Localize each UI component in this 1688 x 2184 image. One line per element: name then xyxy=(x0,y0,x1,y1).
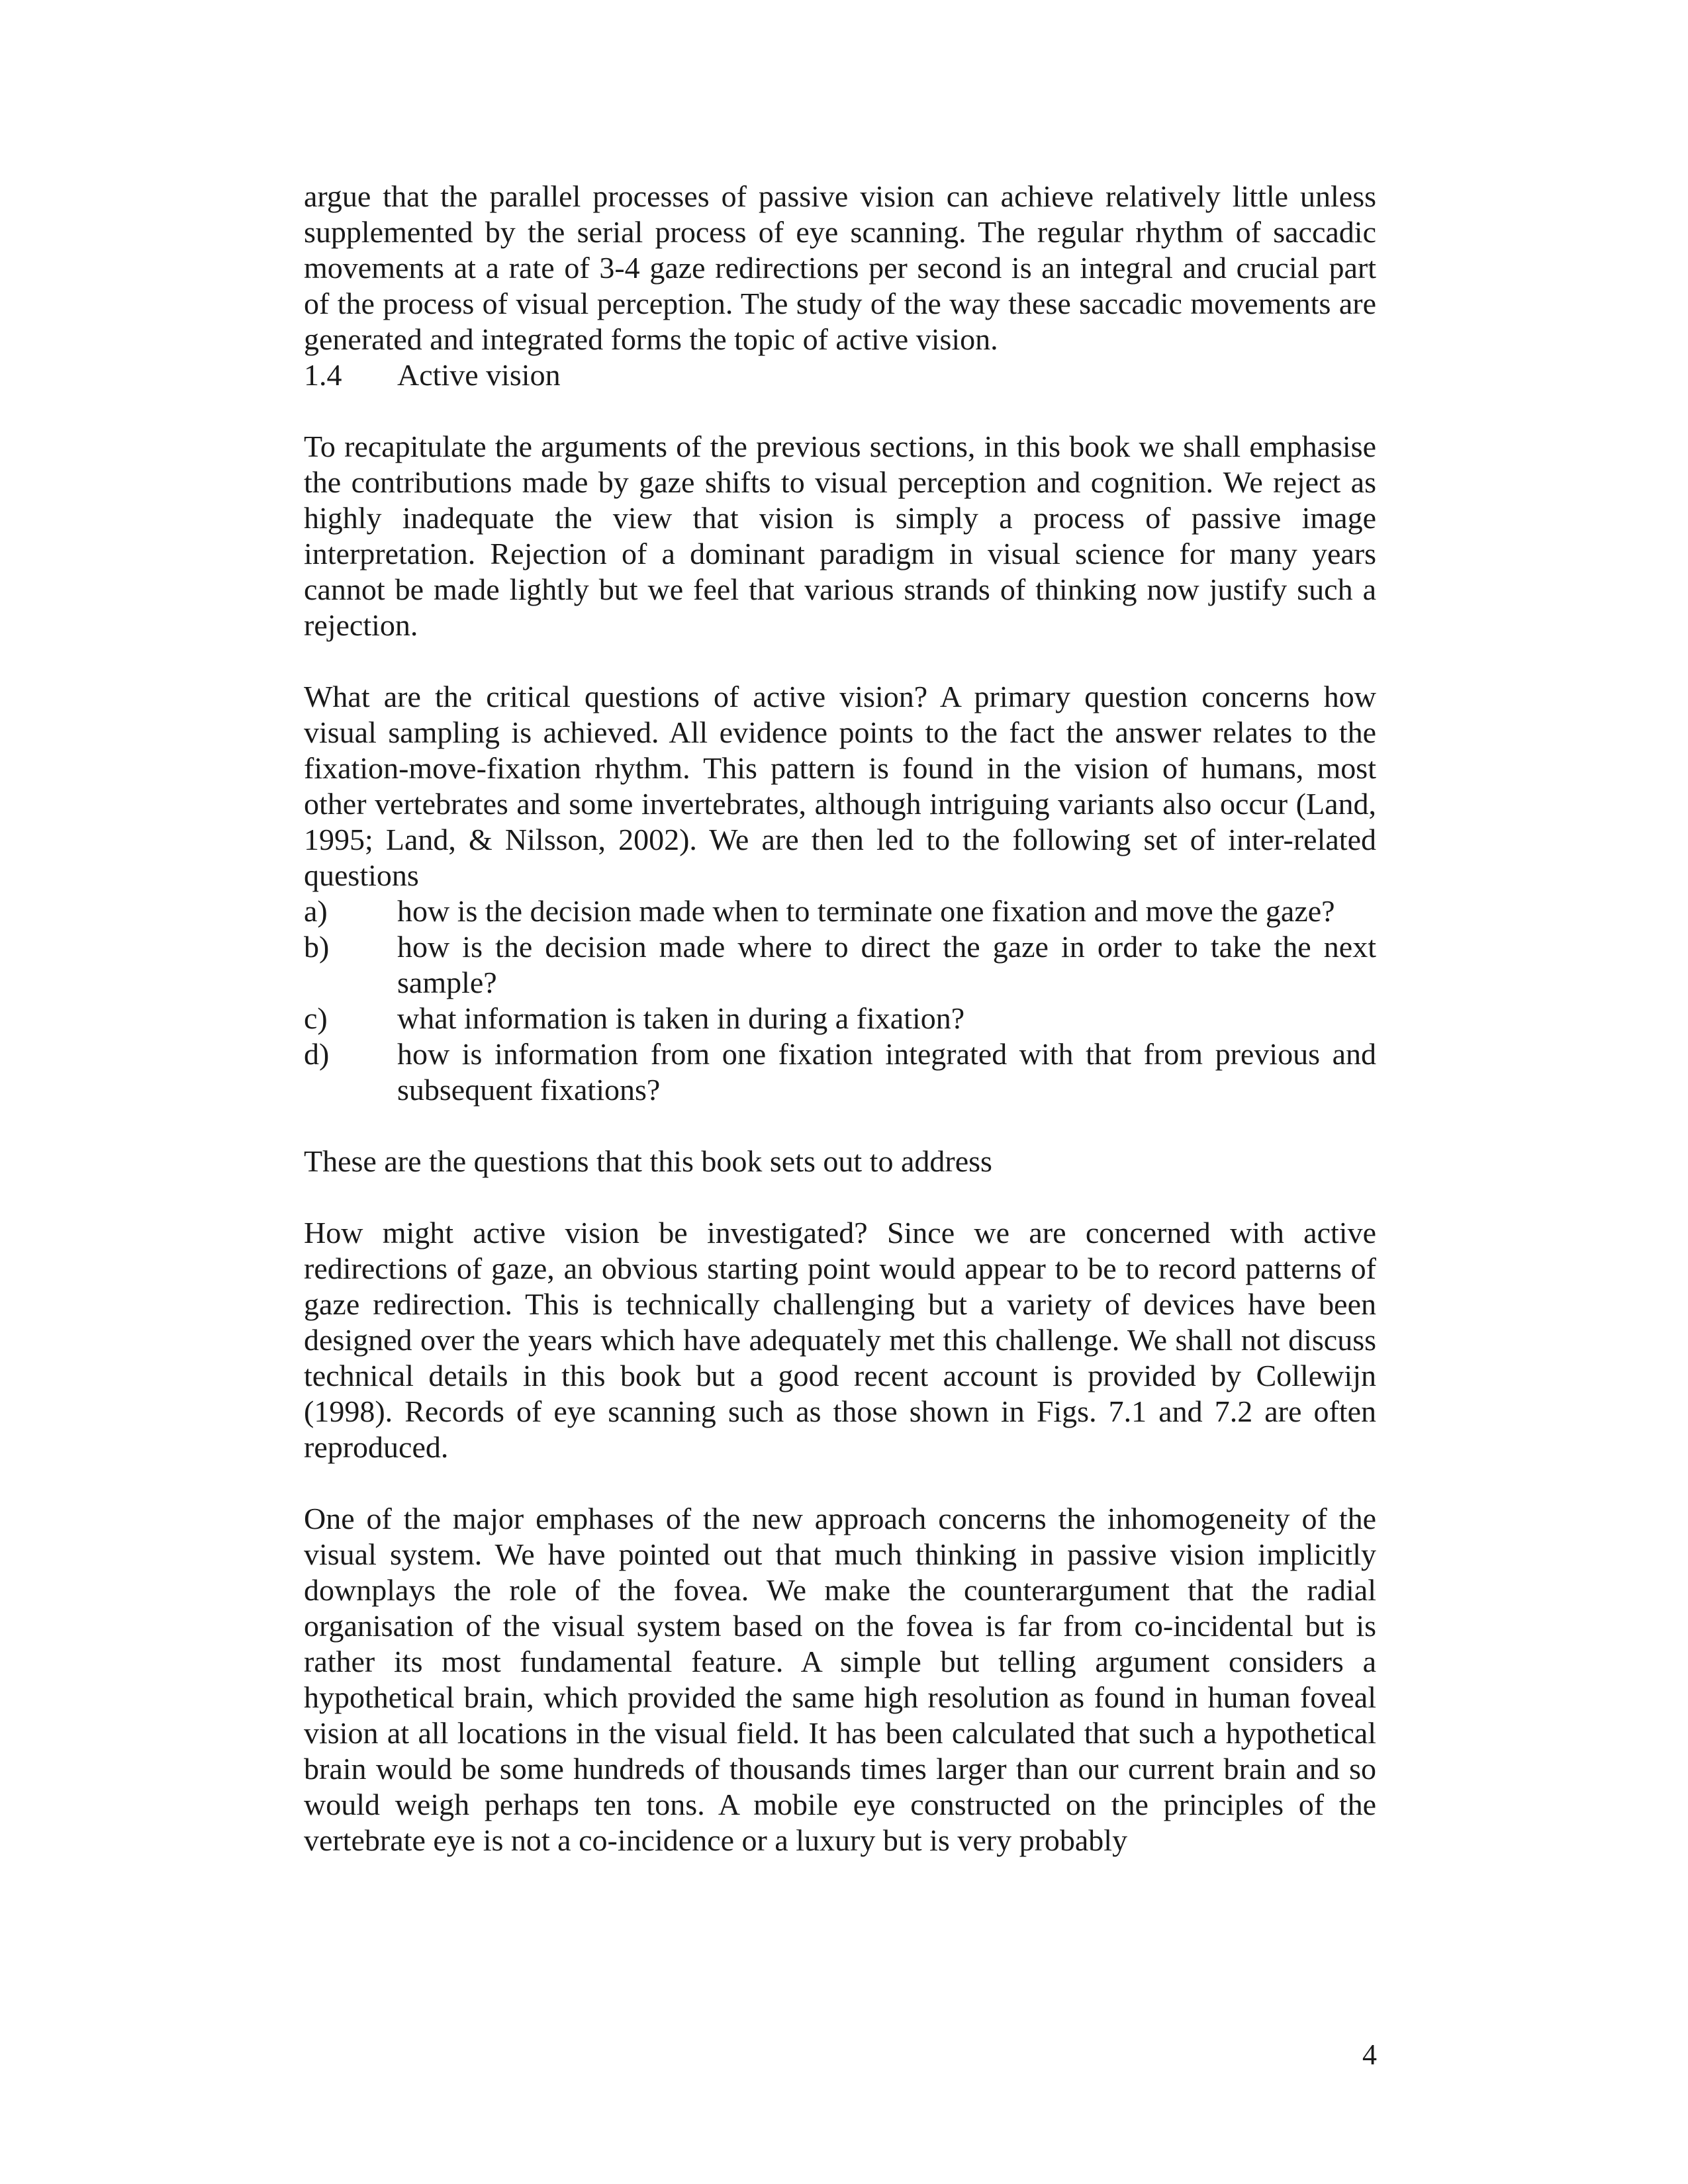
list-item xyxy=(304,1001,1376,1036)
paragraph-critical-questions: What are the critical questions of active vision? A primary question concerns how visual sampling is achieved. All evidence points to the fact the answer relates to the fixation-move-fixation rhythm. This pattern is found in the vision of humans, most other vertebrates and some invertebrates, although intriguing variants also occur (Land, 1995; Land, & Nilsson, 2002). We are then led to the following set of inter-related questions xyxy=(304,680,1376,892)
intro-paragraph: argue that the parallel processes of passive vision can achieve relatively little unless supplemented by the serial process of eye scanning. The regular rhythm of saccadic movements at a rate of 3-4 gaze redirections per second is an integral and crucial part of the process of visual perception. The study of the way these saccadic movements are generated and integrated forms the topic of active vision. xyxy=(304,179,1376,356)
list-item xyxy=(304,893,1376,929)
list-marker: c) xyxy=(304,1001,328,1035)
list-item xyxy=(304,929,1376,1001)
section-number: 1.4 xyxy=(304,358,342,392)
list-item-text: how is information from one fixation integrated with that from previous and subsequent fixations? xyxy=(397,1037,1376,1107)
list-marker: b) xyxy=(304,930,330,964)
section-title: Active vision xyxy=(397,358,561,392)
list-marker: d) xyxy=(304,1037,330,1071)
paragraph-inhomogeneity: One of the major emphases of the new approach concerns the inhomogeneity of the visual system. We have pointed out that much thinking in passive vision implicitly downplays the role of the fovea. We make the counterargument that the radial organisation of the visual system based on the fovea is far from co-incidental but is rather its most fundamental feature. A simple but telling argument considers a hypothetical brain, which provided the same high resolution as found in human foveal vision at all locations in the visual field. It has been calculated that such a hypothetical brain would be some hundreds of thousands times larger than our current brain and so would weigh perhaps ten tons. A mobile eye constructed on the principles of the vertebrate eye is not a co-incidence or a luxury but is very probably xyxy=(304,1502,1376,1857)
paragraph-recapitulate: To recapitulate the arguments of the previous sections, in this book we shall emphasise the contributions made by gaze shifts to visual perception and cognition. We reject as highly inadequate the view that vision is simply a process of passive image interpretation. Rejection of a dominant paradigm in visual science for many years cannot be made lightly but we feel that various strands of thinking now justify such a rejection. xyxy=(304,430,1376,642)
paragraph-investigation: How might active vision be investigated? Since we are concerned with active redirections of gaze, an obvious starting point would appear to be to record patterns of gaze redirection. This is technically challenging but a variety of devices have been designed over the years which have adequately met this challenge. We shall not discuss technical details in this book but a good recent account is provided by Collewijn (1998). Records of eye scanning such as those shown in Figs. 7.1 and 7.2 are often reproduced. xyxy=(304,1216,1376,1464)
paragraph-questions-summary: These are the questions that this book sets out to address xyxy=(304,1144,992,1178)
list-item-text: how is the decision made where to direct the gaze in order to take the next sample? xyxy=(397,930,1376,999)
page-number: 4 xyxy=(1362,2038,1377,2071)
list-item-text: what information is taken in during a fixation? xyxy=(397,1001,965,1035)
section-heading xyxy=(304,357,1376,393)
list-marker: a) xyxy=(304,894,328,928)
document-page xyxy=(304,179,1376,1858)
questions-list xyxy=(304,893,1376,1108)
list-item-text: how is the decision made when to terminate one fixation and move the gaze? xyxy=(397,894,1335,928)
list-item xyxy=(304,1036,1376,1108)
